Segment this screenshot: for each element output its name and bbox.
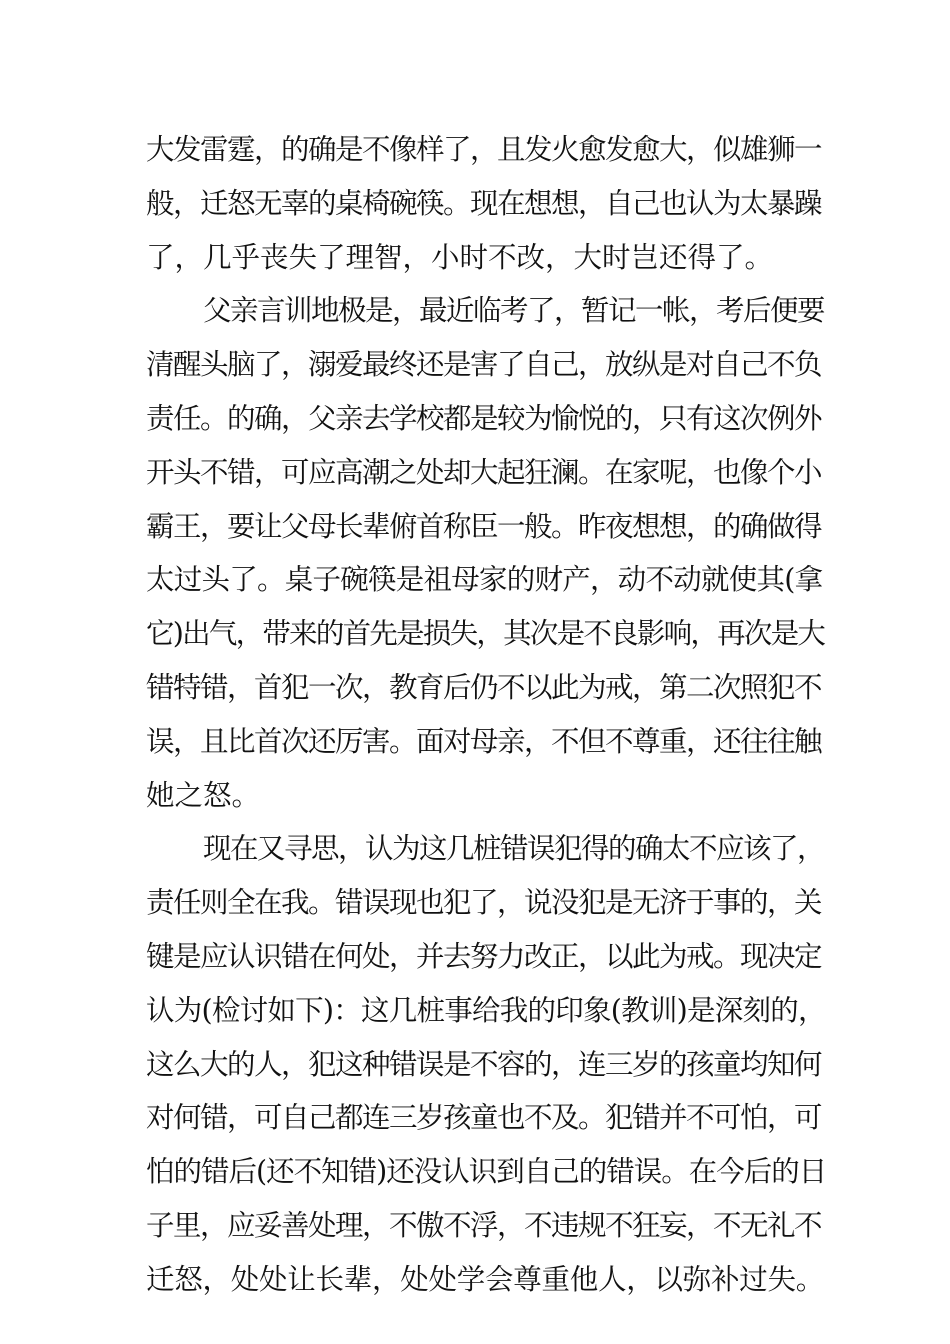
paragraph-first-line: 现在又寻思，认为这几桩错误犯得的确太不应该了，: [203, 832, 825, 866]
text-line: 霸王，要让父母长辈俯首称臣一般。昨夜想想，的确做得: [146, 509, 822, 543]
text-line: 误，且比首次还厉害。面对母亲，不但不尊重，还往往触: [146, 724, 822, 758]
text-line: 对何错，可自己都连三岁孩童也不及。犯错并不可怕，可: [146, 1101, 822, 1135]
text-line: 她之怒。: [146, 778, 261, 812]
text-line: 大发雷霆，的确是不像样了，且发火愈发愈大，似雄狮一: [146, 133, 822, 166]
document-body: [146, 123, 826, 1307]
text-line: 责任。的确，父亲去学校都是较为愉悦的，只有这次例外: [146, 401, 822, 435]
text-line: 它)出气，带来的首先是损失，其次是不良影响，再次是大: [146, 617, 825, 651]
text-line: 这么大的人，犯这种错误是不容的，连三岁的孩童均知何: [146, 1047, 822, 1081]
text-line: 怕的错后(还不知错)还没认识到自己的错误。在今后的日: [146, 1155, 827, 1189]
text-line: 太过头了。桌子碗筷是祖母家的财产，动不动就使其(拿: [146, 563, 823, 597]
text-line: 般，迁怒无辜的桌椅碗筷。现在想想，自己也认为太暴躁: [146, 186, 822, 220]
text-line: 键是应认识错在何处，并去努力改正，以此为戒。现决定: [146, 939, 822, 973]
text-line: 迁怒，处处让长辈，处处学会尊重他人，以弥补过失。: [146, 1262, 825, 1296]
text-line: 责任则全在我。错误现也犯了，说没犯是无济于事的，关: [146, 886, 822, 920]
paragraph-first-line: 父亲言训地极是，最近临考了，暂记一帐，考后便要: [203, 294, 825, 328]
text-line: 了，几乎丧失了理智，小时不改，大时岂还得了。: [146, 240, 774, 274]
text-line: 子里，应妥善处理，不傲不浮，不违规不狂妄，不无礼不: [146, 1208, 822, 1242]
text-line: 清醒头脑了，溺爱最终还是害了自己，放纵是对自己不负: [146, 348, 822, 382]
text-line: 认为(检讨如下)：这几桩事给我的印象(教训)是深刻的，: [146, 993, 826, 1027]
text-line: 错特错，首犯一次，教育后仍不以此为戒，第二次照犯不: [146, 670, 822, 704]
text-line: 开头不错，可应高潮之处却大起狂澜。在家呢，也像个小: [146, 455, 822, 489]
